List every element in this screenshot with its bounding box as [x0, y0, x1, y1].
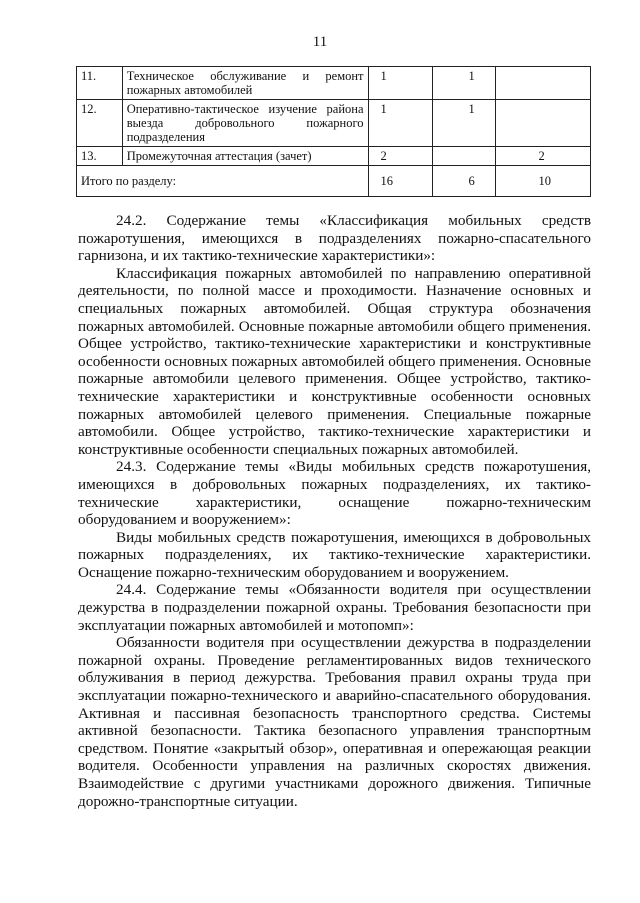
row-hours-total: 2	[380, 149, 387, 163]
total-hours-practice: 10	[538, 174, 551, 188]
row-number: 13.	[77, 147, 123, 166]
row-topic: Оперативно-тактическое изучение района выезда добровольного пожарного подразделения	[122, 100, 368, 147]
topic-24-3-heading: 24.3. Содержание темы «Виды мобильных средств пожаротушения, имеющихся в добровольных пожарных подразделениях, их тактико-технические характеристики, оснащение пожарно-техническим оборудованием и вооружением»:	[78, 458, 591, 529]
row-hours-theory: 1	[468, 102, 475, 116]
row-number: 11.	[77, 67, 123, 100]
topic-24-4-text: Обязанности водителя при осуществлении дежурства в подразделении пожарной охраны. Проведение регламентированных видов технического облуживания в период дежурства. Требования правил охраны труда при эксплуатации пожарно-технического и аварийно-спасательного оборудования. Активная и пассивная безопасность транспортного средства. Системы активной безопасности. Тактика безопасного управления транспортным средством. Понятие «закрытый обзор», оперативная и опережающая реакции водителя. Особенности управления на различных скоростях движения. Взаимодействие с другими участниками дорожного движения. Типичные дорожно-транспортные ситуации.	[78, 634, 591, 810]
row-hours-total: 1	[380, 102, 387, 116]
total-hours: 16	[380, 174, 394, 188]
row-topic: Техническое обслуживание и ремонт пожарных автомобилей	[122, 67, 368, 100]
total-label: Итого по разделу:	[77, 166, 369, 197]
row-hours-practice: 2	[538, 149, 545, 163]
topic-24-3-text: Виды мобильных средств пожаротушения, имеющихся в добровольных пожарных подразделениях, их тактико-технические характеристики. Оснащение пожарно-техническим оборудованием и вооружением.	[78, 528, 591, 581]
row-number: 12.	[77, 100, 123, 147]
page-number: 11	[312, 34, 328, 50]
row-topic: Промежуточная аттестация (зачет)	[122, 147, 368, 166]
table-row	[77, 67, 591, 100]
topic-24-2-heading: 24.2. Содержание темы «Классификация мобильных средств пожаротушения, имеющихся в подразделениях пожарно-спасательного гарнизона, и их тактико-технические характеристики»:	[78, 212, 591, 265]
document-body	[78, 212, 591, 810]
topic-24-2-text: Классификация пожарных автомобилей по направлению оперативной деятельности, по полной массе и проходимости. Назначение основных и специальных пожарных автомобилей. Общая структура обозначения пожарных автомобилей. Основные пожарные автомобили общего применения. Общее устройство, тактико-технические характеристики и конструктивные особенности основных пожарных автомобилей общего применения. Основные пожарные автомобили целевого применения. Общее устройство, тактико-технические характеристики и конструктивные особенности основных пожарных автомобилей целевого применения. Специальные пожарные автомобили. Общее устройство, тактико-технические характеристики и конструктивные особенности специальных пожарных автомобилей.	[78, 264, 591, 458]
table-total-row	[77, 166, 591, 197]
total-hours-theory: 6	[468, 174, 475, 188]
table-row	[77, 100, 591, 147]
table-row	[77, 147, 591, 166]
row-hours-theory: 1	[468, 69, 475, 83]
topic-24-4-heading: 24.4. Содержание темы «Обязанности водителя при осуществлении дежурства в подразделении пожарной охраны. Требования безопасности при эксплуатации пожарных автомобилей и мотопомп»:	[78, 581, 591, 634]
curriculum-table	[76, 66, 591, 197]
row-hours-total: 1	[380, 69, 387, 83]
